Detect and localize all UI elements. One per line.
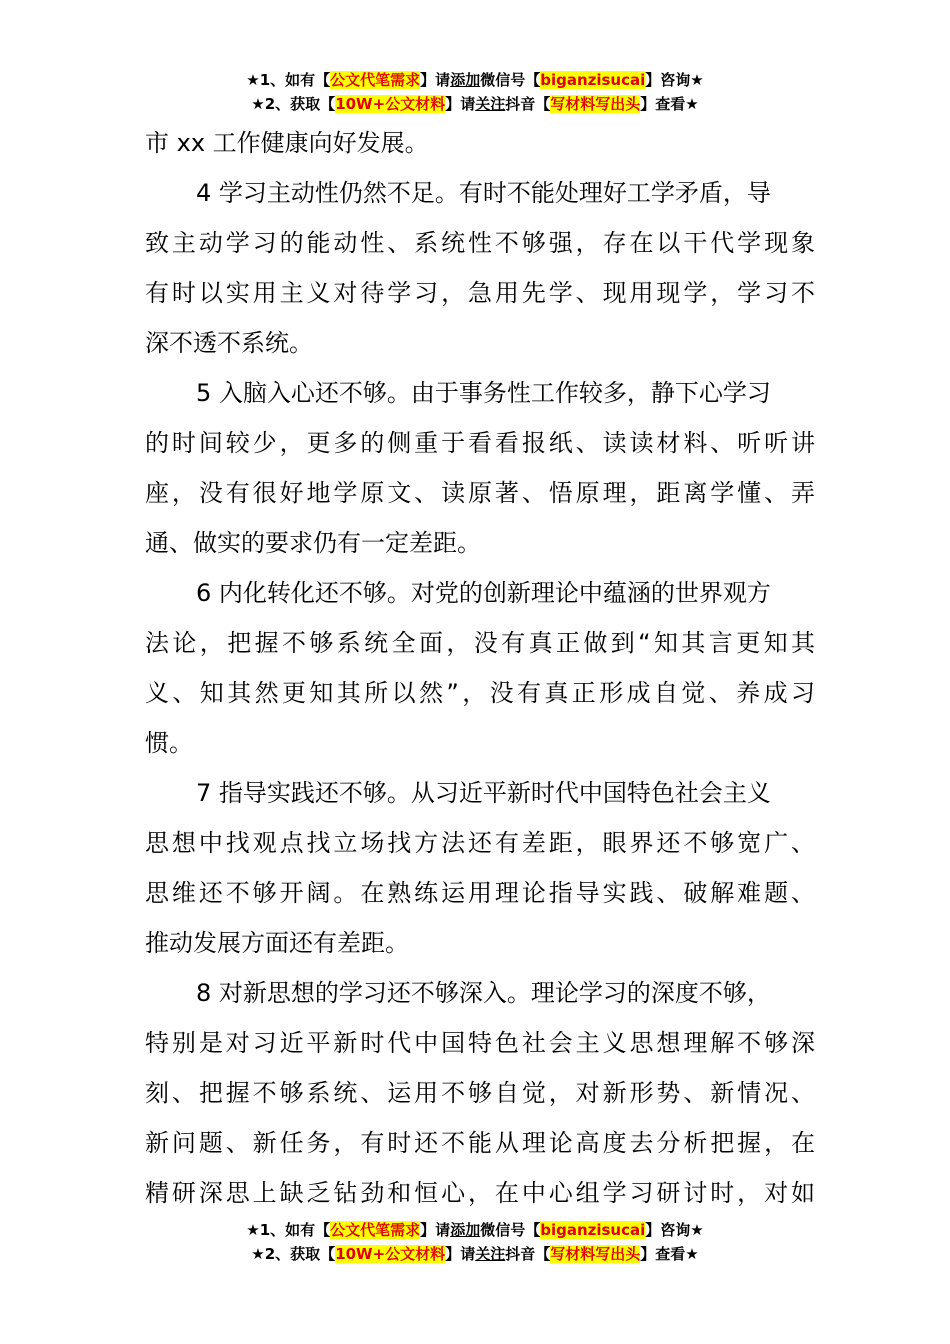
promo-highlight-wechat-id: biganzisucai <box>540 71 646 89</box>
promo-line-1 <box>0 1218 950 1242</box>
promo-line-1-mid: 】请 <box>420 1221 451 1239</box>
body-line: 特别是对习近平新时代中国特色社会主义思想理解不够深 <box>145 1029 815 1057</box>
body-line: 思维还不够开阔。在熟练运用理论指导实践、破解难题、 <box>145 879 815 907</box>
promo-line-1-prefix: ★1、如有【 <box>246 1221 331 1239</box>
promo-highlight-materials: 10W+公文材料 <box>335 1245 446 1263</box>
promo-underlined-add: 添加 <box>450 71 481 89</box>
body-line: 市 xx 工作健康向好发展。 <box>145 129 429 157</box>
paragraph-4-line: 4 学习主动性仍然不足。有时不能处理好工学矛盾，导 <box>196 179 771 207</box>
body-line: 推动发展方面还有差距。 <box>145 929 409 957</box>
paragraph-6-line: 6 内化转化还不够。对党的创新理论中蕴涵的世界观方 <box>196 579 771 607</box>
footer-promo-banner <box>0 1218 950 1266</box>
promo-underlined-follow: 关注 <box>475 95 506 113</box>
promo-line-2 <box>0 1242 950 1266</box>
body-line: 有时以实用主义对待学习，急用先学、现用现学，学习不 <box>145 279 815 307</box>
promo-line-1-suffix: 】咨询★ <box>645 71 704 89</box>
body-line: 惯。 <box>145 729 193 757</box>
paragraph-5-line: 5 入脑入心还不够。由于事务性工作较多，静下心学习 <box>196 379 771 407</box>
body-line: 座，没有很好地学原文、读原著、悟原理，距离学懂、弄 <box>145 479 815 507</box>
promo-underlined-follow: 关注 <box>475 1245 506 1263</box>
paragraph-7-line: 7 指导实践还不够。从习近平新时代中国特色社会主义 <box>196 779 771 807</box>
header-promo-banner <box>0 68 950 116</box>
promo-highlight-douyin: 写材料写出头 <box>550 1245 641 1263</box>
promo-highlight-wechat-id: biganzisucai <box>540 1221 646 1239</box>
promo-line-2-suffix: 】查看★ <box>640 95 699 113</box>
promo-line-2-suffix: 】查看★ <box>640 1245 699 1263</box>
body-line: 深不透不系统。 <box>145 329 313 357</box>
promo-line-2-mid2: 抖音【 <box>505 1245 551 1263</box>
body-line: 通、做实的要求仍有一定差距。 <box>145 529 481 557</box>
body-line: 的时间较少，更多的侧重于看看报纸、读读材料、听听讲 <box>145 429 815 457</box>
document-body <box>145 118 815 1218</box>
promo-line-1-mid2: 微信号【 <box>480 1221 541 1239</box>
promo-highlight-service: 公文代笔需求 <box>330 1221 421 1239</box>
promo-highlight-douyin: 写材料写出头 <box>550 95 641 113</box>
body-line: 精研深思上缺乏钻劲和恒心，在中心组学习研讨时，对如 <box>145 1179 815 1207</box>
paragraph-8-line: 8 对新思想的学习还不够深入。理论学习的深度不够， <box>196 979 771 1007</box>
promo-line-2-prefix: ★2、获取【 <box>251 95 336 113</box>
body-line: 新问题、新任务，有时还不能从理论高度去分析把握，在 <box>145 1129 815 1157</box>
body-line: 法论，把握不够系统全面，没有真正做到“知其言更知其 <box>145 629 815 657</box>
body-line: 义、知其然更知其所以然”，没有真正形成自觉、养成习 <box>145 679 815 707</box>
promo-highlight-service: 公文代笔需求 <box>330 71 421 89</box>
promo-line-2-mid2: 抖音【 <box>505 95 551 113</box>
promo-line-2-prefix: ★2、获取【 <box>251 1245 336 1263</box>
promo-line-2 <box>0 92 950 116</box>
body-line: 思想中找观点找立场找方法还有差距，眼界还不够宽广、 <box>145 829 815 857</box>
body-line: 致主动学习的能动性、系统性不够强，存在以干代学现象 <box>145 229 815 257</box>
promo-line-1 <box>0 68 950 92</box>
promo-underlined-add: 添加 <box>450 1221 481 1239</box>
promo-line-2-mid: 】请 <box>445 1245 476 1263</box>
promo-line-1-suffix: 】咨询★ <box>645 1221 704 1239</box>
body-line: 刻、把握不够系统、运用不够自觉，对新形势、新情况、 <box>145 1079 815 1107</box>
promo-highlight-materials: 10W+公文材料 <box>335 95 446 113</box>
promo-line-1-mid: 】请 <box>420 71 451 89</box>
promo-line-1-mid2: 微信号【 <box>480 71 541 89</box>
promo-line-1-prefix: ★1、如有【 <box>246 71 331 89</box>
promo-line-2-mid: 】请 <box>445 95 476 113</box>
